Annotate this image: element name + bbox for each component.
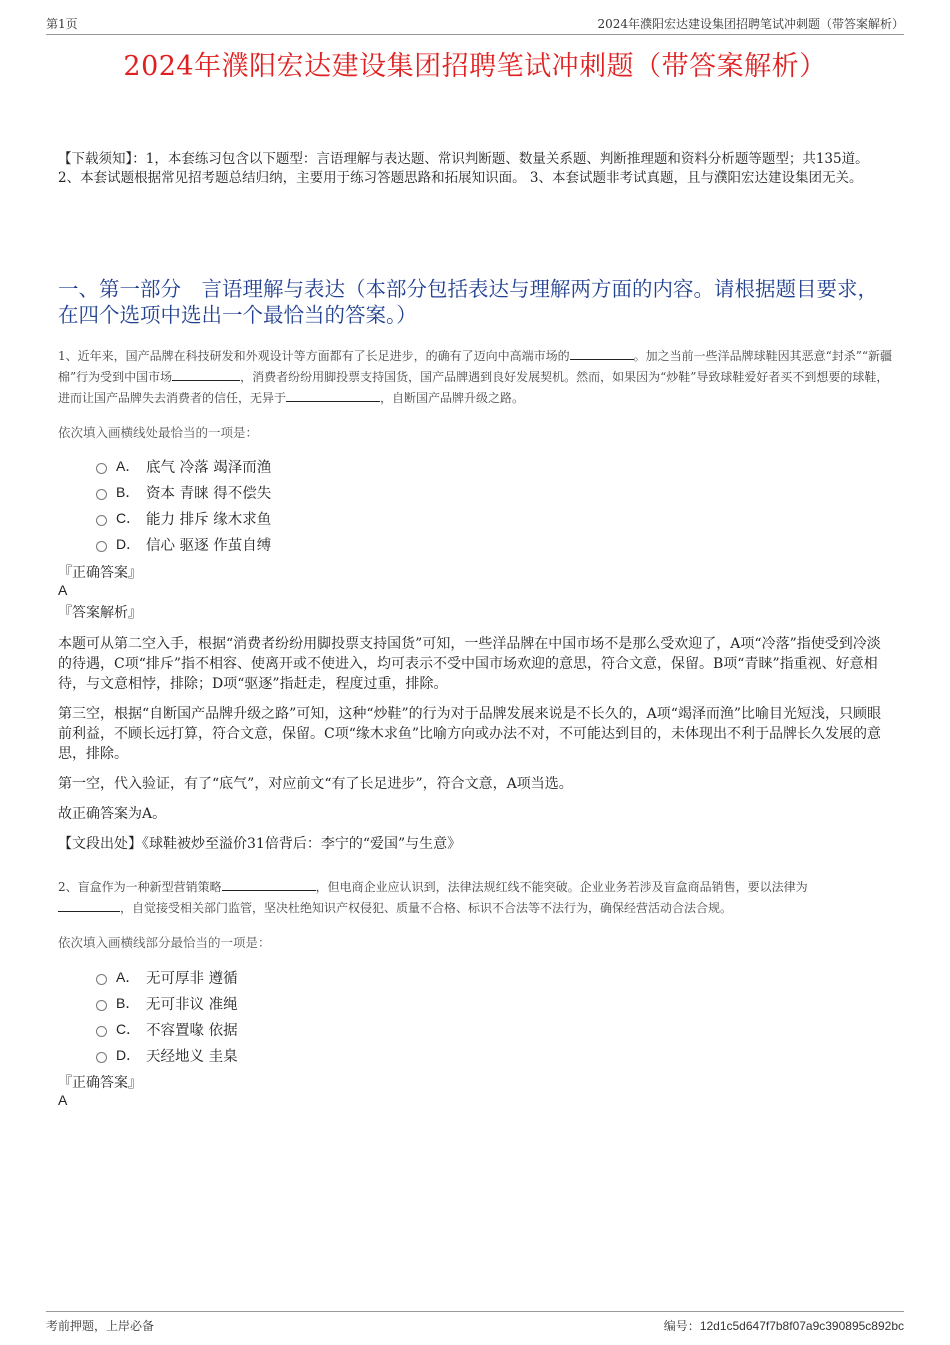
analysis-paragraph: 故正确答案为A。	[58, 806, 167, 822]
option-letter: A．	[116, 458, 140, 474]
option-a[interactable]	[96, 453, 271, 479]
question-1-analysis	[58, 634, 894, 864]
radio-button[interactable]	[96, 463, 107, 474]
q1-text-a: 1、近年来，国产品牌在科技研发和外观设计等方面都有了长足进步，的确有了迈向中高端市场的	[58, 349, 570, 363]
option-letter: A．	[116, 969, 140, 985]
radio-button[interactable]	[96, 489, 107, 500]
option-letter: D．	[116, 1047, 141, 1063]
passage-source: 【文段出处】《球鞋被炒至溢价31倍背后：李宁的“爱国”与生意》	[58, 836, 462, 852]
option-text: 底气 冷落 竭泽而渔	[146, 459, 272, 476]
page-header	[46, 14, 904, 35]
document-code	[664, 1317, 904, 1334]
option-text: 信心 驱逐 作茧自缚	[146, 537, 272, 554]
q1-text-b: 。加之当前一些洋品牌球鞋因其恶意“封杀”“新疆棉”行为受到中国市场	[58, 349, 893, 384]
page-number: 第1页	[46, 17, 78, 31]
option-text: 天经地义 圭臬	[146, 1048, 238, 1065]
header-doc-title: 2024年濮阳宏达建设集团招聘笔试冲刺题（带答案解析）	[597, 17, 904, 31]
q2-text-b: ，但电商企业应认识到，法律法规红线不能突破。企业业务若涉及盲盒商品销售，要以法律为	[315, 880, 808, 894]
option-b[interactable]	[96, 990, 238, 1016]
code-value: 12d1c5d647f7b8f07a9c390895c892bc	[699, 1319, 904, 1333]
correct-answer: A	[58, 1092, 68, 1108]
option-text: 无可非议 准绳	[146, 996, 238, 1013]
correct-answer-label: 『正确答案』	[58, 565, 142, 581]
page-footer	[46, 1311, 904, 1334]
question-2-options	[96, 964, 238, 1068]
option-text: 资本 青睐 得不偿失	[146, 485, 272, 502]
question-1-stem	[58, 346, 894, 409]
option-letter: D．	[116, 536, 141, 552]
option-letter: B．	[116, 995, 140, 1011]
analysis-paragraph: 第三空，根据“自断国产品牌升级之路”可知，这种“炒鞋”的行为对于品牌发展来说是不长久的，A项“竭泽而渔”比喻目光短浅，只顾眼前利益，不顾长远打算，符合文意，保留。C项“缘木求鱼”比喻方向或办法不对，不可能达到目的，未体现出不利于品牌长久发展的意思，排除。	[58, 706, 882, 762]
analysis-label: 『答案解析』	[58, 605, 142, 621]
fill-blank	[172, 368, 240, 381]
correct-answer: A	[58, 582, 68, 598]
radio-button[interactable]	[96, 1026, 107, 1037]
radio-button[interactable]	[96, 1000, 107, 1011]
correct-answer-label: 『正确答案』	[58, 1075, 142, 1091]
option-text: 无可厚非 遵循	[146, 970, 238, 987]
radio-button[interactable]	[96, 1052, 107, 1063]
download-notice: 【下载须知】：1，本套练习包含以下题型：言语理解与表达题、常识判断题、数量关系题、判断推理题和资料分析题等题型；共135道。 2、本套试题根据常见招考题总结归纳，主要用于练习答题思路和拓展知识面。 3、本套试题非考试真题，且与濮阳宏达建设集团无关。	[58, 151, 869, 186]
analysis-paragraph: 第一空，代入验证，有了“底气”，对应前文“有了长足进步”，符合文意，A项当选。	[58, 776, 573, 792]
option-letter: C．	[116, 510, 141, 526]
fill-blank	[58, 899, 120, 912]
option-d[interactable]	[96, 1042, 238, 1068]
analysis-paragraph: 本题可从第二空入手，根据“消费者纷纷用脚投票支持国货”可知，一些洋品牌在中国市场不是那么受欢迎了，A项“冷落”指使受到冷淡的待遇，C项“排斥”指不相容、使离开或不使进入，均可表示不受中国市场欢迎的意思，符合文意，保留。B项“青睐”指重视、好意相待，与文意相悖，排除；D项“驱逐”指赶走，程度过重，排除。	[58, 636, 881, 692]
document-title: 2024年濮阳宏达建设集团招聘笔试冲刺题（带答案解析）	[123, 51, 827, 82]
question-2-prompt: 依次填入画横线部分最恰当的一项是：	[58, 935, 271, 950]
question-1-options	[96, 453, 271, 557]
radio-button[interactable]	[96, 974, 107, 985]
q2-text-a: 2、盲盒作为一种新型营销策略	[58, 880, 222, 894]
section-heading: 一、第一部分 言语理解与表达（本部分包括表达与理解两方面的内容。请根据题目要求，在四个选项中选出一个最恰当的答案。）	[58, 277, 878, 327]
option-c[interactable]	[96, 1016, 238, 1042]
fill-blank	[286, 389, 380, 402]
option-a[interactable]	[96, 964, 238, 990]
fill-blank	[570, 347, 634, 360]
option-letter: C．	[116, 1021, 141, 1037]
radio-button[interactable]	[96, 541, 107, 552]
q1-text-d: ，自断国产品牌升级之路。	[380, 391, 525, 405]
option-c[interactable]	[96, 505, 271, 531]
option-text: 不容置喙 依据	[146, 1022, 238, 1039]
q2-text-c: ，自觉接受相关部门监管，坚决杜绝知识产权侵犯、质量不合格、标识不合法等不法行为，确保经营活动合法合规。	[120, 901, 733, 915]
radio-button[interactable]	[96, 515, 107, 526]
question-2-stem	[58, 877, 894, 919]
footer-slogan: 考前押题，上岸必备	[46, 1319, 155, 1333]
question-1-prompt: 依次填入画横线处最恰当的一项是：	[58, 425, 259, 440]
option-d[interactable]	[96, 531, 271, 557]
option-text: 能力 排斥 缘木求鱼	[146, 511, 272, 528]
q1-text-c: ，消费者纷纷用脚投票支持国货，国产品牌遇到良好发展契机。然而，如果因为“炒鞋”导致球鞋爱好者买不到想要的球鞋，进而让国产品牌失去消费者的信任，无异于	[58, 370, 889, 405]
option-letter: B．	[116, 484, 140, 500]
code-label: 编号：	[663, 1319, 700, 1333]
fill-blank	[222, 878, 316, 891]
option-b[interactable]	[96, 479, 271, 505]
